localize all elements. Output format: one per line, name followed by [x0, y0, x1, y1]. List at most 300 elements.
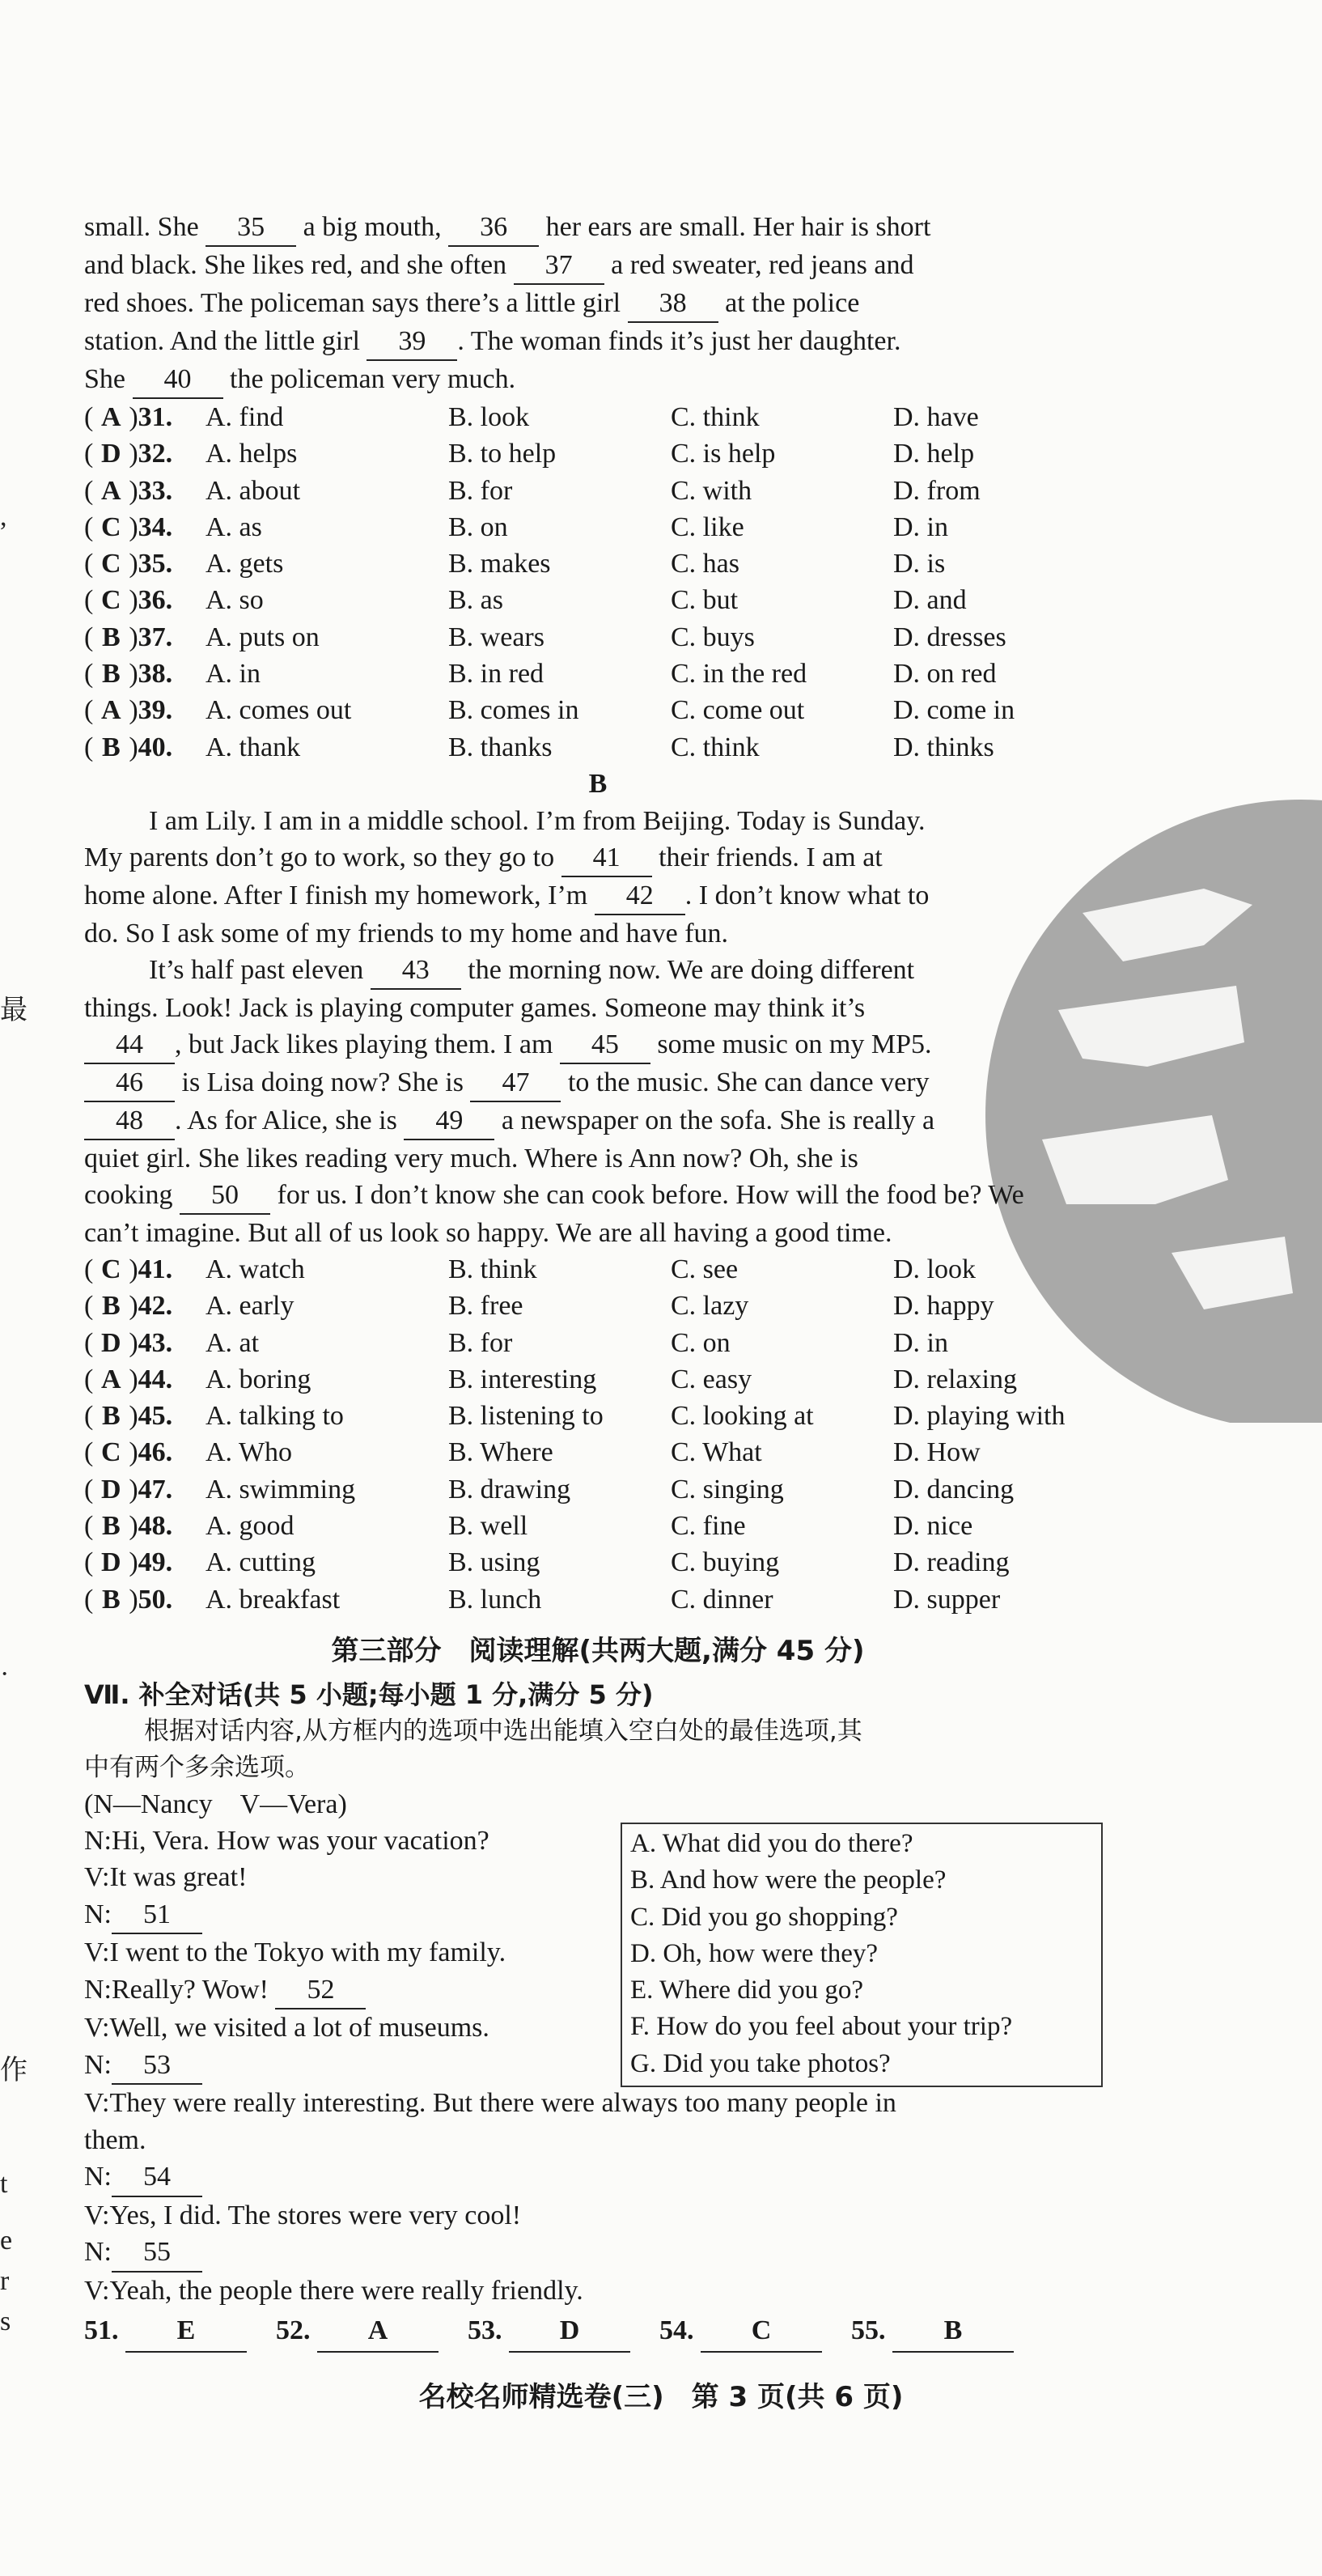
passage-a [84, 209, 1112, 399]
answer-letter: D [101, 1474, 121, 1504]
paren-open: ( [84, 732, 94, 762]
blank-43: 43 [371, 952, 461, 990]
option-a: A. comes out [206, 695, 352, 726]
passage-b-line [84, 877, 1112, 915]
option-b: B. listening to [448, 1401, 604, 1432]
question-number: 46. [138, 1437, 173, 1468]
question-39 [84, 692, 206, 728]
paren-close: ) [129, 659, 138, 690]
answer-letter: A [101, 402, 121, 432]
option-a: A. cutting [206, 1547, 316, 1578]
answer-letter: B [101, 732, 121, 762]
dialog-line [84, 2158, 1112, 2197]
option-c: C. easy [671, 1364, 752, 1394]
dialog-line [84, 2122, 1112, 2159]
blank-49: 49 [404, 1102, 494, 1140]
answer-letter: C [101, 1437, 121, 1468]
dialog-text: Yeah, the people there were really friendly. [109, 2275, 583, 2306]
option-b: B. in red [448, 659, 544, 690]
question-42 [84, 1288, 206, 1324]
section-vii-instruction-1: 根据对话内容,从方框内的选项中选出能填入空白处的最佳选项,其 [144, 1716, 862, 1746]
paren-open: ( [84, 1364, 94, 1394]
question-40 [84, 729, 206, 766]
question-35 [84, 545, 206, 582]
passage-a-line [84, 361, 1112, 399]
blank-48: 48 [84, 1102, 175, 1140]
option-a: A. Who [206, 1437, 293, 1468]
passage-a-line [84, 323, 1112, 361]
blank-38: 38 [628, 285, 718, 323]
paren-open: ( [84, 475, 94, 506]
passage-b-line [84, 1177, 1112, 1215]
line-text: at the police [718, 288, 860, 318]
question-row [84, 399, 1112, 435]
option-a: A. talking to [206, 1401, 344, 1432]
speaker: N: [84, 2237, 112, 2268]
question-number: 47. [138, 1474, 173, 1504]
question-row [84, 509, 1112, 545]
paren-close: ) [129, 1327, 138, 1358]
line-text: She [84, 364, 133, 394]
dialog-area [84, 1823, 1112, 2310]
option-d: D. look [893, 1254, 976, 1284]
paren-close: ) [129, 585, 138, 616]
question-41 [84, 1251, 206, 1288]
passage-b-line [84, 952, 1112, 990]
option-c: C. in the red [671, 659, 807, 690]
dialog-text: Hi, Vera. How was your vacation? [112, 1825, 489, 1856]
question-number: 39. [138, 695, 173, 726]
question-number: 45. [138, 1401, 173, 1432]
option-a: A. find [206, 402, 284, 432]
blank-47: 47 [470, 1064, 561, 1102]
option-a: A. watch [206, 1254, 305, 1284]
paren-open: ( [84, 1291, 94, 1322]
passage-a-line [84, 247, 1112, 285]
blank-53: 53 [112, 2047, 202, 2086]
answer-cell [84, 2311, 247, 2353]
question-49 [84, 1544, 206, 1581]
paren-open: ( [84, 439, 94, 469]
question-row [84, 473, 1112, 509]
blank-55: 55 [112, 2234, 202, 2273]
line-text: My parents don’t go to work, so they go to [84, 842, 561, 872]
question-row [84, 1398, 1112, 1434]
line-text: can’t imagine. But all of us look so happy. We are all having a good time. [84, 1217, 892, 1248]
question-48 [84, 1508, 206, 1544]
passage-b [84, 803, 1112, 1251]
option-a: A. about [206, 475, 301, 506]
option-a: A. swimming [206, 1474, 356, 1504]
section-b-title: B [588, 768, 608, 799]
paren-close: ) [129, 1511, 138, 1542]
option-c: C. fine [671, 1511, 746, 1542]
line-text: red shoes. The policeman says there’s a little girl [84, 288, 628, 318]
paren-close: ) [129, 1437, 138, 1468]
dialog-text: them. [84, 2124, 146, 2155]
option-d: D. How [893, 1437, 981, 1468]
answer-value: A [317, 2311, 439, 2353]
answer-letter: C [101, 549, 121, 579]
question-47 [84, 1471, 206, 1508]
paren-open: ( [84, 1584, 94, 1615]
question-44 [84, 1361, 206, 1398]
option-a: A. breakfast [206, 1584, 341, 1615]
margin-char: e [0, 2226, 13, 2256]
option-item: C. Did you go shopping? [630, 1902, 898, 1932]
dialog-line [84, 2234, 1112, 2273]
option-c: C. buys [671, 622, 755, 652]
option-c: C. What [671, 1437, 762, 1468]
paren-open: ( [84, 1474, 94, 1504]
dialog-line [84, 2197, 1112, 2234]
question-43 [84, 1325, 206, 1361]
line-text: their friends. I am at [651, 842, 883, 872]
blank-42: 42 [595, 877, 685, 915]
question-33 [84, 473, 206, 509]
answer-letter: B [101, 622, 121, 652]
line-text: quiet girl. She likes reading very much. Where is Ann now? Oh, she is [84, 1143, 858, 1173]
question-row [84, 545, 1112, 582]
line-text: things. Look! Jack is playing computer games. Someone may think it’s [84, 992, 866, 1023]
question-row [84, 1544, 1112, 1581]
blank-45: 45 [560, 1026, 650, 1064]
dialog-line [84, 2085, 1112, 2122]
paren-close: ) [129, 732, 138, 762]
option-b: B. comes in [448, 695, 579, 726]
blank-36: 36 [448, 209, 539, 247]
question-row [84, 619, 1112, 656]
option-b: B. wears [448, 622, 544, 652]
question-row [84, 692, 1112, 728]
questions-b [84, 1251, 1112, 1618]
option-b: B. well [448, 1511, 528, 1542]
option-b: B. lunch [448, 1584, 542, 1615]
question-number: 40. [138, 732, 173, 762]
question-number: 48. [138, 1511, 173, 1542]
option-item: F. How do you feel about your trip? [630, 2012, 1013, 2042]
answer-number: 54. [659, 2315, 701, 2346]
question-row [84, 1361, 1112, 1398]
margin-char: s [0, 2307, 11, 2336]
answer-letter: D [101, 1547, 121, 1578]
line-text: do. So I ask some of my friends to my home and have fun. [84, 918, 729, 948]
paren-close: ) [129, 402, 138, 432]
passage-a-line [84, 285, 1112, 323]
margin-char: r [0, 2266, 10, 2296]
dialog-text: It was great! [109, 1862, 248, 1893]
answer-value: D [509, 2311, 630, 2353]
option-a: A. so [206, 585, 264, 616]
content [84, 209, 1112, 2353]
paren-close: ) [129, 1254, 138, 1284]
answer-letter: A [101, 695, 121, 726]
blank-50: 50 [180, 1177, 270, 1215]
answer-value: E [125, 2311, 247, 2353]
question-row [84, 1288, 1112, 1324]
line-text: , but Jack likes playing them. I am [175, 1029, 560, 1059]
question-32 [84, 435, 206, 472]
line-text: small. She [84, 212, 206, 242]
line-text: I am Lily. I am in a middle school. I’m from Beijing. Today is Sunday. [149, 805, 926, 836]
line-text: . As for Alice, she is [175, 1105, 405, 1135]
options-box [621, 1823, 1103, 2087]
section-vii-title: Ⅶ. 补全对话(共 5 小题;每小题 1 分,满分 5 分) [84, 1678, 654, 1710]
option-a: A. as [206, 511, 262, 542]
option-item: G. Did you take photos? [630, 2048, 891, 2078]
passage-b-line [84, 803, 1112, 839]
question-row [84, 1508, 1112, 1544]
option-d: D. playing with [893, 1401, 1066, 1432]
answer-letter: B [101, 659, 121, 690]
passage-b-line [84, 1215, 1112, 1251]
option-d: D. in [893, 1327, 948, 1358]
passage-b-line [84, 1102, 1112, 1140]
question-number: 31. [138, 402, 173, 432]
option-b: B. as [448, 585, 503, 616]
passage-b-line [84, 839, 1112, 877]
line-text: is Lisa doing now? She is [175, 1067, 471, 1097]
question-row [84, 435, 1112, 472]
option-c: C. singing [671, 1474, 784, 1504]
option-d: D. and [893, 585, 967, 616]
line-text: to the music. She can dance very [561, 1067, 930, 1097]
paren-close: ) [129, 439, 138, 469]
option-item: A. What did you do there? [630, 1828, 913, 1858]
passage-b-line [84, 915, 1112, 952]
option-d: D. dancing [893, 1474, 1015, 1504]
option-a: A. boring [206, 1364, 311, 1394]
question-row [84, 656, 1112, 692]
paren-open: ( [84, 659, 94, 690]
line-text: a big mouth, [296, 212, 449, 242]
paren-open: ( [84, 1327, 94, 1358]
option-c: C. see [671, 1254, 739, 1284]
speaker: V: [84, 2275, 110, 2306]
option-c: C. has [671, 549, 739, 579]
question-number: 38. [138, 659, 173, 690]
section-vii-instruction-2: 中有两个多余选项。 [84, 1752, 310, 1782]
answer-letter: D [101, 1327, 121, 1358]
questions-a [84, 399, 1112, 766]
question-row [84, 729, 1112, 766]
paren-open: ( [84, 1437, 94, 1468]
paren-open: ( [84, 695, 94, 726]
line-text: a newspaper on the sofa. She is really a [494, 1105, 935, 1135]
question-number: 36. [138, 585, 173, 616]
option-c: C. buying [671, 1547, 780, 1578]
option-a: A. helps [206, 439, 298, 469]
option-b: B. thanks [448, 732, 553, 762]
paren-close: ) [129, 1584, 138, 1615]
line-text: . The woman finds it’s just her daughter. [457, 326, 901, 356]
option-b: B. for [448, 1327, 513, 1358]
question-37 [84, 619, 206, 656]
question-34 [84, 509, 206, 545]
question-number: 32. [138, 439, 173, 469]
passage-b-line [84, 1140, 1112, 1177]
dialog-text: Yes, I did. The stores were very cool! [109, 2200, 522, 2230]
answer-number: 53. [468, 2315, 509, 2346]
option-c: C. on [671, 1327, 731, 1358]
line-text: the morning now. We are doing different [460, 954, 915, 985]
paren-close: ) [129, 1474, 138, 1504]
question-row [84, 1471, 1112, 1508]
blank-54: 54 [112, 2158, 202, 2197]
answer-letter: B [101, 1584, 121, 1615]
answer-value: C [701, 2311, 822, 2353]
line-text: home alone. After I finish my homework, I’m [84, 880, 595, 910]
option-c: C. but [671, 585, 739, 616]
paren-open: ( [84, 511, 94, 542]
option-d: D. come in [893, 695, 1015, 726]
paren-close: ) [129, 622, 138, 652]
answer-letter: B [101, 1291, 121, 1322]
option-item: B. And how were the people? [630, 1865, 947, 1895]
margin-char: , [0, 502, 7, 532]
line-text: station. And the little girl [84, 326, 367, 356]
option-d: D. thinks [893, 732, 994, 762]
speaker: V: [84, 1937, 110, 1968]
option-c: C. lazy [671, 1291, 749, 1322]
paren-open: ( [84, 585, 94, 616]
paren-close: ) [129, 1401, 138, 1432]
question-number: 42. [138, 1291, 173, 1322]
line-text: . I don’t know what to [684, 880, 930, 910]
paren-close: ) [129, 475, 138, 506]
question-number: 37. [138, 622, 173, 652]
speaker: N: [84, 2162, 112, 2192]
answer-letter: B [101, 1511, 121, 1542]
question-row [84, 1434, 1112, 1470]
question-50 [84, 1581, 206, 1618]
speaker: N: [84, 1974, 112, 2005]
option-a: A. at [206, 1327, 260, 1358]
question-46 [84, 1434, 206, 1470]
option-item: E. Where did you go? [630, 1975, 864, 2005]
line-text: her ears are small. Her hair is short [539, 212, 931, 242]
answer-letter: C [101, 511, 121, 542]
answer-row [84, 2311, 1112, 2353]
line-text: It’s half past eleven [149, 954, 371, 985]
question-number: 35. [138, 549, 173, 579]
answer-number: 55. [851, 2315, 892, 2346]
option-d: D. dresses [893, 622, 1006, 652]
option-d: D. help [893, 439, 975, 469]
question-number: 41. [138, 1254, 173, 1284]
option-a: A. in [206, 659, 261, 690]
paren-open: ( [84, 1254, 94, 1284]
question-number: 34. [138, 511, 173, 542]
speaker: N: [84, 1899, 112, 1929]
answer-cell [276, 2311, 439, 2353]
question-row [84, 1251, 1112, 1288]
option-c: C. think [671, 402, 760, 432]
option-c: C. with [671, 475, 752, 506]
line-text: some music on my MP5. [650, 1029, 932, 1059]
question-38 [84, 656, 206, 692]
answer-letter: C [101, 585, 121, 616]
option-d: D. in [893, 511, 948, 542]
blank-52: 52 [275, 1971, 366, 2010]
option-d: D. on red [893, 659, 997, 690]
option-item: D. Oh, how were they? [630, 1938, 879, 1968]
blank-37: 37 [514, 247, 604, 285]
option-a: A. early [206, 1291, 294, 1322]
answer-letter: A [101, 475, 121, 506]
paren-close: ) [129, 549, 138, 579]
line-text: and black. She likes red, and she often [84, 250, 514, 280]
option-d: D. from [893, 475, 981, 506]
answer-letter: A [101, 1364, 121, 1394]
speaker: V: [84, 2013, 110, 2043]
option-b: B. interesting [448, 1364, 597, 1394]
option-b: B. look [448, 402, 530, 432]
option-b: B. Where [448, 1437, 553, 1468]
question-row [84, 1581, 1112, 1618]
option-d: D. supper [893, 1584, 1001, 1615]
line-text: for us. I don’t know she can cook before. How will the food be? We [270, 1179, 1024, 1210]
option-c: C. like [671, 511, 744, 542]
answer-cell [468, 2311, 630, 2353]
question-number: 43. [138, 1327, 173, 1358]
option-b: B. drawing [448, 1474, 571, 1504]
blank-40: 40 [133, 361, 223, 399]
dialog-text: Well, we visited a lot of museums. [109, 2013, 489, 2043]
margin-char: 作 [0, 2056, 28, 2086]
question-row [84, 582, 1112, 618]
paren-open: ( [84, 622, 94, 652]
option-d: D. have [893, 402, 979, 432]
question-45 [84, 1398, 206, 1434]
paren-close: ) [129, 511, 138, 542]
dialog-text: They were really interesting. But there were always too many people in [109, 2088, 896, 2119]
option-a: A. thank [206, 732, 301, 762]
speaker: N: [84, 1825, 112, 1856]
paren-open: ( [84, 549, 94, 579]
option-a: A. gets [206, 549, 284, 579]
option-b: B. to help [448, 439, 557, 469]
answer-letter: B [101, 1401, 121, 1432]
paren-open: ( [84, 1547, 94, 1578]
passage-b-line [84, 990, 1112, 1026]
option-c: C. dinner [671, 1584, 773, 1615]
question-31 [84, 399, 206, 435]
option-c: C. is help [671, 439, 776, 469]
part3-title: 第三部分 阅读理解(共两大题,满分 45 分) [331, 1634, 865, 1667]
speaker: V: [84, 2200, 110, 2230]
answer-letter: C [101, 1254, 121, 1284]
option-d: D. happy [893, 1291, 994, 1322]
speaker: V: [84, 1862, 110, 1893]
dialog-line [84, 2273, 1112, 2310]
passage-b-line [84, 1026, 1112, 1064]
option-d: D. is [893, 549, 946, 579]
passage-a-line [84, 209, 1112, 247]
question-36 [84, 582, 206, 618]
paren-open: ( [84, 402, 94, 432]
passage-b-line [84, 1064, 1112, 1102]
blank-35: 35 [206, 209, 296, 247]
blank-46: 46 [84, 1064, 175, 1102]
option-b: B. free [448, 1291, 523, 1322]
option-d: D. nice [893, 1511, 973, 1542]
line-text: a red sweater, red jeans and [604, 250, 914, 280]
option-b: B. on [448, 511, 508, 542]
blank-41: 41 [561, 839, 652, 877]
speaker: N: [84, 2049, 112, 2080]
option-d: D. reading [893, 1547, 1010, 1578]
